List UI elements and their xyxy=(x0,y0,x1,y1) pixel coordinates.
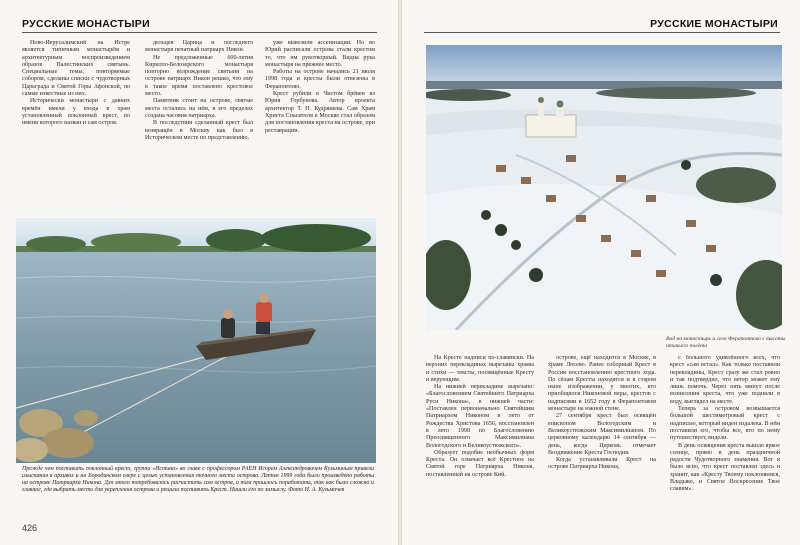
right-page xyxy=(402,0,800,545)
paragraph: Памятник стоит на острове, святые места остались на нём, в его пределах создана часовня патриарха. xyxy=(145,98,253,119)
paragraph: Когда устанавливали Крест на острове Патриарха Никона, xyxy=(548,457,656,471)
paragraph: дельцев Царица и последнего монастыря печатный патриарх Никон. xyxy=(145,40,253,54)
paragraph: На Кресте надписи по-славянски. На верхних перекладинах вырезаны храмы и стихи — тексты, посвящённые Кресту и верующим. xyxy=(426,355,534,383)
page-number-left: 426 xyxy=(22,523,38,533)
running-header-right: РУССКИЕ МОНАСТЫРИ xyxy=(650,18,778,30)
lake-boat-photo xyxy=(16,218,376,463)
paragraph: Не предложенные 600-летия Кирилло-Белозерского монастыря повторно возрождение святыни на острове патриарх Никон решил, что ему в такое время поставлено крестовое место. xyxy=(145,54,253,98)
paragraph: Теперь за островом возвышается большой шестиметровый крест с надписью, который виден издалека. В нём поставили его, чтобы все, кто по нему путешествует, видели. xyxy=(670,406,780,442)
running-header-left: РУССКИЕ МОНАСТЫРИ xyxy=(22,18,150,30)
paragraph: Образует подобие необычных форм Креста. Он означает всё Крестное на Святой горе Патриарха Никона, поставленный на острове Кий. xyxy=(426,449,534,478)
paragraph: Исторически монастыри с давних времён имели у входа в храм установленный поклонный крест, по имени которого назван и сам остров. xyxy=(22,98,130,127)
paragraph: В день освящения креста вышло яркое солнце, прямо в день праздничной радости Чудотворного знамения. Вот и было ясно, что крест поставлен здесь и хранит, как «Кресту Твоему поклоняемся, Владыко, и Святое Воскресение Твое славим». xyxy=(670,442,780,493)
paragraph: В последствии сделанный крест был возвращён в Москву как был в Историческом месте по представлению. xyxy=(145,120,253,141)
paragraph: Работы на острове начались 21 июля 1998 года и кресты были отвезены в Ферапонтово. xyxy=(265,69,375,90)
winter-village-illustration xyxy=(426,45,782,330)
right-column-1 xyxy=(426,355,534,535)
right-column-2 xyxy=(548,355,656,535)
paragraph: Ново-Иерусалимский на Истре является типичным монастырём и архитектурным воспроизведением образов Палестинских святынь. Специальные темы, повторяемые собором, сделаны списки с чудотворных Царьграда и Святой Горы Афонской, по самые известные из них. xyxy=(22,40,130,98)
photo-caption-left: Прежде чем поставить поклонный крест, группа «Истина» во главе с профессором РАЕН Игорем Александровичем Кузьминым привела изыскания в архивах и на Бородинском озере с целью установления точного места острова. Летом 1999 года было произведено работы на острове Патриарха Никона. Для этого потребовалось расчистить сам остров, а там пришлось поработать, так как было сложно и главное, где выбрать место для укрепления острова и решили поставить Крест. Нашли его по замыслу. Фото И. А. Кузьмичев xyxy=(22,466,374,494)
lake-boat-illustration xyxy=(16,218,376,463)
paragraph: с большого удивлённого всех, что крест «сам встал». Как только поставили перекладины, Крест сразу же стал ровно и так подтвердил, что ветер может ему лишь помочь. Через пять минут после вознесения креста, что уже подняли в воду, выглядел на месте. xyxy=(670,355,780,405)
right-column-3 xyxy=(670,355,780,535)
left-page xyxy=(0,0,399,545)
left-column-3 xyxy=(265,40,375,220)
header-rule-right xyxy=(424,32,780,33)
aerial-photo-caption: Вид на монастырь и село Ферапонтово с высоты птичьего полёта xyxy=(666,336,786,349)
left-column-1 xyxy=(22,40,130,220)
paragraph: Крест рубили в Чистом брёвен из Юрия Горбунова. Автор проекта архитектор Т. Н. Кудряшева. Сам Храм Христа Спасителя в Москве стал образом для постановления креста на острове, при реставрации. xyxy=(265,91,375,134)
header-rule-left xyxy=(22,32,377,33)
paragraph: 27 сентября крест был освящён епископом Вологодским и Великоустюжским Максимилианом. По церковному календарю 14 сентября — день, когда Церковь отмечает Воздвижение Креста Господня. xyxy=(548,413,656,456)
paragraph: острове, ещё находится в Москве, в храме Лосево. Ранее соборный Крест в России восстановлению крестного хода. По сёлам Кресты находятся и в старом ныне изображении, у многих, кто приобщился Никоновой веры, крестов с надписями в 1652 году в Ферапонтовом монастыре на южной стене. xyxy=(548,355,656,413)
aerial-village-photo xyxy=(426,45,782,330)
left-column-2 xyxy=(145,40,253,220)
paragraph: На нижней перекладине вырезано: «Благословением Святейшего Патриарха Руси Никона», в нижней части: «Поставлен первоначально Святейшим Патриархом Никоном в лето от Рождества Христова 1656, восстановлен в лето 1998 по Благословению Преосвященного Максимилиана Вологодского и Великоустюжского». xyxy=(426,384,534,449)
paragraph: уже вывозили ассенизации. Но во Юрий расписали острова стали крестом то, что им рукотворный. Видна рука монастыря на прежнее место. xyxy=(265,40,375,68)
